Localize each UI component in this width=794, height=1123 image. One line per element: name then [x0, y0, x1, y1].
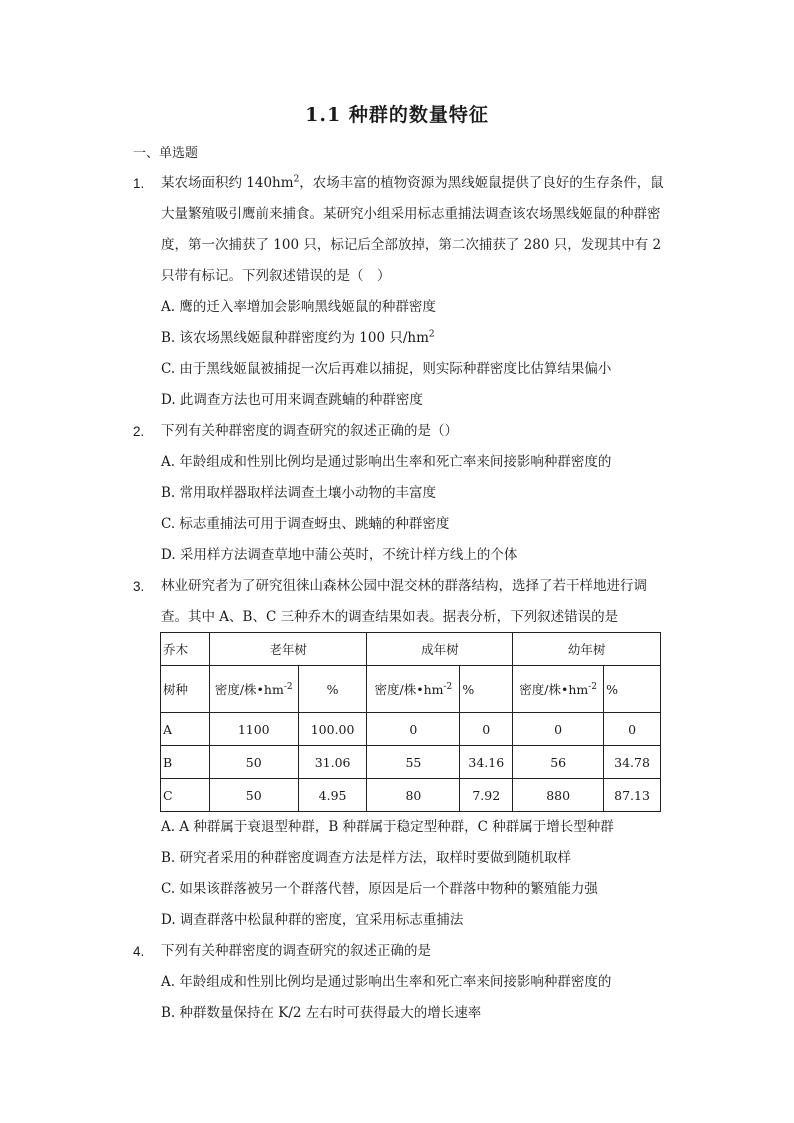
- question-stem: 下列有关种群密度的调查研究的叙述正确的是: [161, 943, 431, 959]
- row-label: B: [161, 746, 210, 779]
- question-number: 1.: [133, 176, 145, 191]
- column-header: %: [298, 666, 367, 713]
- table-cell: 80: [367, 779, 460, 812]
- column-header: %: [604, 666, 661, 713]
- option-c: C. 标志重捕法可用于调查蚜虫、跳蝻的种群密度: [161, 516, 450, 532]
- option-c: C. 如果该群落被另一个群落代替，原因是后一个群落中物种的繁殖能力强: [161, 881, 598, 897]
- question-4: [133, 936, 673, 1029]
- table-row: [161, 713, 661, 746]
- table-cell: 34.16: [460, 746, 513, 779]
- question-1: [133, 168, 673, 416]
- option-a: A. 年龄组成和性别比例均是通过影响出生率和死亡率来间接影响种群密度的: [161, 454, 612, 470]
- option-b: B. 研究者采用的种群密度调查方法是样方法，取样时要做到随机取样: [161, 850, 572, 866]
- column-header: 密度/株$•hm^{-2}$: [209, 666, 298, 713]
- table-cell: 50: [209, 779, 298, 812]
- table-cell: 0: [604, 713, 661, 746]
- question-stem: 下列有关种群密度的调查研究的叙述正确的是（）: [161, 423, 458, 439]
- table-cell: 1100: [209, 713, 298, 746]
- column-header: 密度/株$•hm^{-2}$: [513, 666, 604, 713]
- option-d: D. 此调查方法也可用来调查跳蝻的种群密度: [161, 392, 423, 408]
- table-corner-bottom: 树种: [161, 666, 210, 713]
- question-stem: 林业研究者为了研究徂徕山森林公园中混交林的群落结构，选择了若干样地进行调查。其中 A、B、C 三种乔木的调查结果如表。据表分析，下列叙述错误的是: [161, 578, 647, 625]
- group-header: 幼年树: [513, 633, 661, 666]
- data-table: [160, 632, 661, 812]
- question-3-options: [133, 812, 673, 936]
- row-label: C: [161, 779, 210, 812]
- question-3: [133, 571, 673, 633]
- table-row: [161, 779, 661, 812]
- row-label: A: [161, 713, 210, 746]
- section-heading: 一、单选题: [133, 146, 199, 161]
- table-cell: 34.78: [604, 746, 661, 779]
- option-a: A. 年龄组成和性别比例均是通过影响出生率和死亡率来间接影响种群密度的: [161, 974, 612, 990]
- table-cell: 7.92: [460, 779, 513, 812]
- table-cell: 880: [513, 779, 604, 812]
- table-cell: 56: [513, 746, 604, 779]
- table-cell: 100.00: [298, 713, 367, 746]
- group-header: 成年树: [367, 633, 513, 666]
- option-a: A. A 种群属于衰退型种群，B 种群属于稳定型种群，C 种群属于增长型种群: [161, 819, 614, 835]
- option-b: B. 种群数量保持在 K/2 左右时可获得最大的增长速率: [161, 1005, 482, 1021]
- question-number: 2.: [133, 424, 145, 439]
- option-b: B. 该农场黑线姬鼠种群密度约为 100 只$/hm^2$: [161, 329, 435, 346]
- table-subheader-row: [161, 666, 661, 713]
- page-title: 1.1 种群的数量特征: [305, 104, 489, 126]
- column-header: %: [460, 666, 513, 713]
- table-cell: 0: [460, 713, 513, 746]
- group-header: 老年树: [209, 633, 367, 666]
- table-cell: 87.13: [604, 779, 661, 812]
- table-cell: 4.95: [298, 779, 367, 812]
- table-cell: 0: [367, 713, 460, 746]
- option-d: D. 调查群落中松鼠种群的密度，宜采用标志重捕法: [161, 912, 464, 928]
- table-cell: 0: [513, 713, 604, 746]
- table-row: [161, 746, 661, 779]
- option-a: A. 鹰的迁入率增加会影响黑线姬鼠的种群密度: [161, 299, 436, 315]
- question-stem: 某农场面积约 $140hm^2$，农场丰富的植物资源为黑线姬鼠提供了良好的生存条件，鼠大量繁殖吸引鹰前来捕食。某研究小组采用标志重捕法调查该农场黑线姬鼠的种群密度，第一次捕获了 100 只，标记后全部放掉，第二次捕获了 280 只，发现其中有 2 只带有标记。下列叙述错误的是（ ）: [161, 174, 664, 284]
- table-header-row: [161, 633, 661, 666]
- question-number: 4.: [133, 944, 145, 959]
- option-b: B. 常用取样器取样法调查土壤小动物的丰富度: [161, 485, 437, 501]
- table-corner-top: 乔木: [161, 633, 210, 666]
- option-d: D. 采用样方法调查草地中蒲公英时，不统计样方线上的个体: [161, 547, 518, 563]
- table-cell: 31.06: [298, 746, 367, 779]
- table-cell: 55: [367, 746, 460, 779]
- column-header: 密度/株$•hm^{-2}$: [367, 666, 460, 713]
- option-c: C. 由于黑线姬鼠被捕捉一次后再难以捕捉，则实际种群密度比估算结果偏小: [161, 361, 612, 377]
- question-number: 3.: [133, 579, 145, 594]
- question-2: [133, 416, 673, 571]
- table-cell: 50: [209, 746, 298, 779]
